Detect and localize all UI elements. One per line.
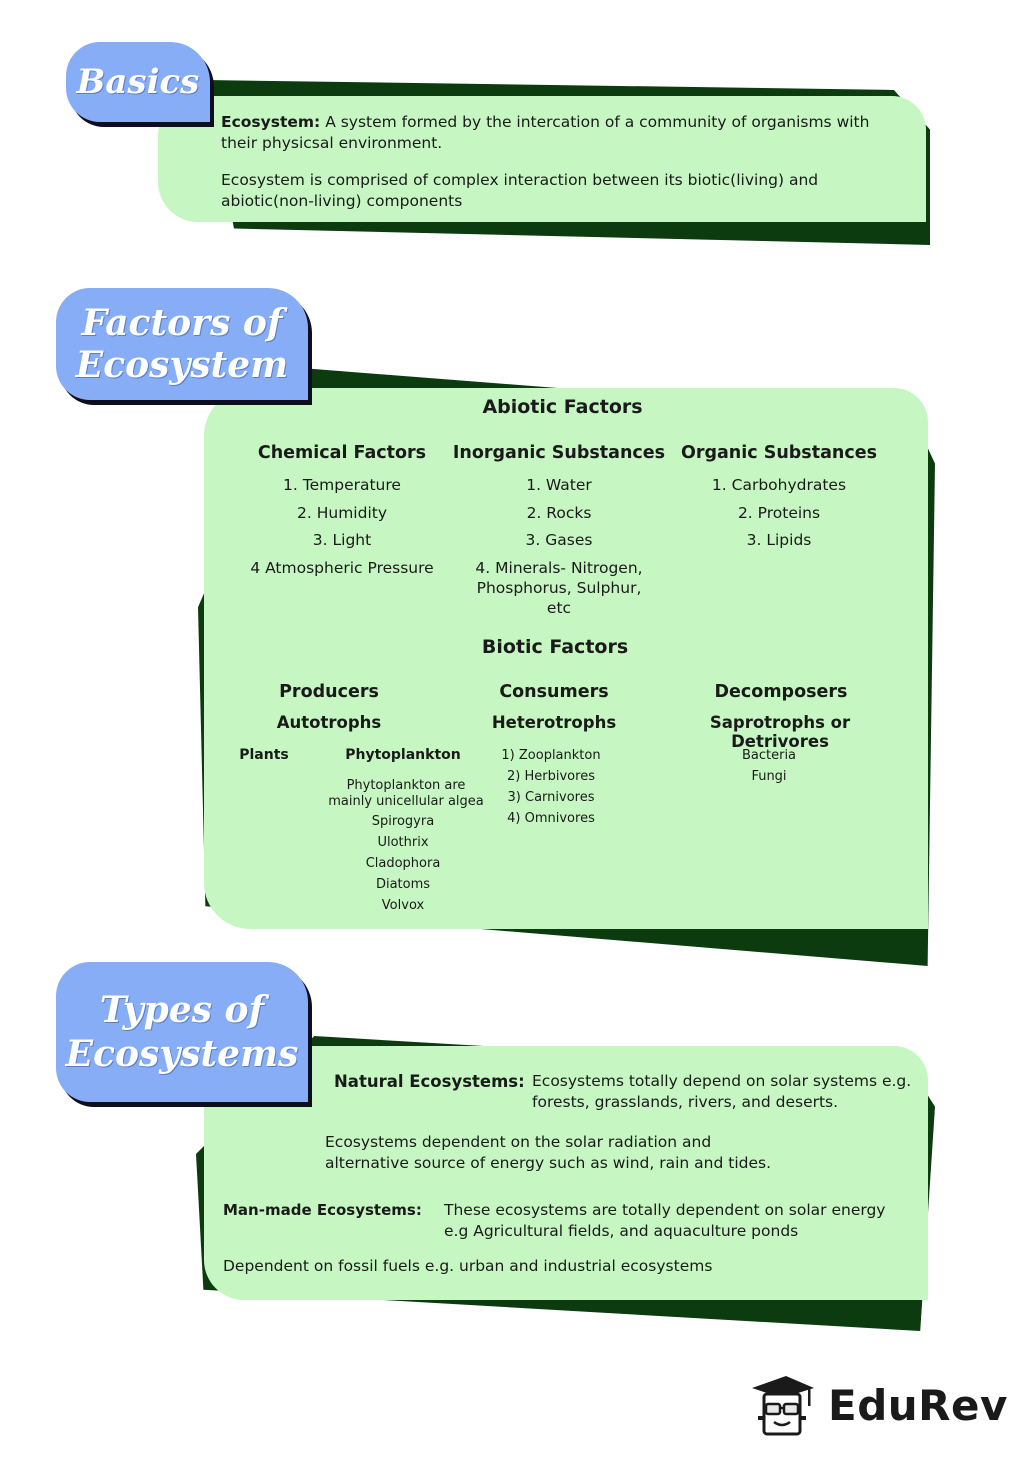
- solar-alternative-text: Ecosystems dependent on the solar radiation and alternative source of energy such as wind, rain and tides.: [325, 1133, 772, 1172]
- edurev-logo: [748, 1374, 1008, 1436]
- phytoplankton-label: Phytoplankton: [345, 747, 461, 763]
- list-item: 3. Lipids: [746, 531, 812, 549]
- list-item: 2. Rocks: [526, 503, 592, 522]
- basics-tab-label: Basics: [76, 62, 200, 102]
- brand-name: EduRev: [828, 1380, 1008, 1430]
- list-item: Cladophora: [365, 856, 441, 871]
- manmade-ecosystems-text: These ecosystems are totally dependent on solar energy e.g Agricultural fields, and aquaculture ponds: [444, 1201, 886, 1240]
- decomposers-list: [719, 748, 819, 785]
- types-tab: [56, 962, 308, 1102]
- chemical-factors-column: [235, 443, 449, 585]
- list-item: Volvox: [381, 898, 425, 913]
- list-item: Fungi: [751, 769, 787, 784]
- list-item: 1. Temperature: [283, 476, 401, 494]
- autotrophs-heading: Autotrophs: [276, 713, 382, 732]
- consumers-heading: Consumers: [499, 682, 609, 702]
- saprotrophs-heading: Saprotrophs or Detrivores: [709, 713, 851, 751]
- list-item: 4. Minerals- Nitrogen, Phosphorus, Sulphur, etc: [475, 558, 643, 617]
- list-item: Spirogyra: [371, 814, 435, 829]
- ecosystem-definition: [221, 112, 881, 154]
- column-heading: Organic Substances: [680, 443, 878, 463]
- list-item: Ulothrix: [377, 835, 429, 850]
- factors-tab-line1: Factors of: [81, 302, 283, 344]
- natural-ecosystems-text: Ecosystems totally depend on solar systems e.g. forests, grasslands, rivers, and deserts.: [532, 1072, 912, 1111]
- list-item: 2. Proteins: [737, 503, 821, 522]
- consumers-list: [480, 748, 622, 827]
- factors-tab: [56, 288, 308, 400]
- basics-tab: [66, 42, 210, 122]
- list-item: 2. Humidity: [297, 503, 387, 522]
- manmade-ecosystems-label: Man-made Ecosystems:: [223, 1201, 422, 1219]
- list-item: 4) Omnivores: [507, 811, 595, 826]
- ecosystem-definition-text: A system formed by the intercation of a community of organisms with their physicsal environment.: [221, 113, 870, 152]
- phytoplankton-note: Phytoplankton are mainly unicellular algea: [328, 778, 484, 809]
- list-item: Bacteria: [741, 748, 797, 763]
- organic-substances-column: [672, 443, 886, 558]
- list-item: 1. Water: [526, 476, 592, 494]
- heterotrophs-heading: Heterotrophs: [491, 713, 617, 732]
- list-item: 2) Herbivores: [507, 769, 595, 784]
- list-item: 3. Gases: [525, 531, 593, 549]
- column-heading: Inorganic Substances: [452, 443, 666, 463]
- list-item: Diatoms: [375, 877, 431, 892]
- abiotic-title: Abiotic Factors: [482, 396, 643, 418]
- list-item: 1) Zooplankton: [501, 748, 601, 763]
- list-item: 3) Carnivores: [507, 790, 595, 805]
- list-item: 3. Light: [312, 531, 372, 549]
- producers-heading: Producers: [279, 682, 379, 702]
- biotic-title: Biotic Factors: [481, 636, 629, 658]
- ecosystem-note: Ecosystem is comprised of complex interaction between its biotic(living) and abiotic(non-living) components: [221, 171, 819, 210]
- factors-tab-line2: Ecosystem: [75, 344, 289, 386]
- fossil-fuel-text: Dependent on fossil fuels e.g. urban and industrial ecosystems: [223, 1257, 713, 1275]
- types-tab-line2: Ecosystems: [65, 1033, 299, 1075]
- column-heading: Chemical Factors: [257, 443, 427, 463]
- types-tab-line1: Types of: [99, 989, 265, 1031]
- phytoplankton-list: [333, 814, 473, 914]
- graduation-cap-mascot-icon: [748, 1374, 816, 1436]
- list-item: 4 Atmospheric Pressure: [250, 558, 434, 577]
- list-item: 1. Carbohydrates: [711, 476, 847, 494]
- decomposers-heading: Decomposers: [714, 682, 848, 702]
- ecosystem-term: Ecosystem:: [221, 113, 321, 131]
- natural-ecosystems-label: Natural Ecosystems:: [334, 1072, 525, 1091]
- plants-label: Plants: [239, 747, 289, 763]
- inorganic-substances-column: [452, 443, 666, 625]
